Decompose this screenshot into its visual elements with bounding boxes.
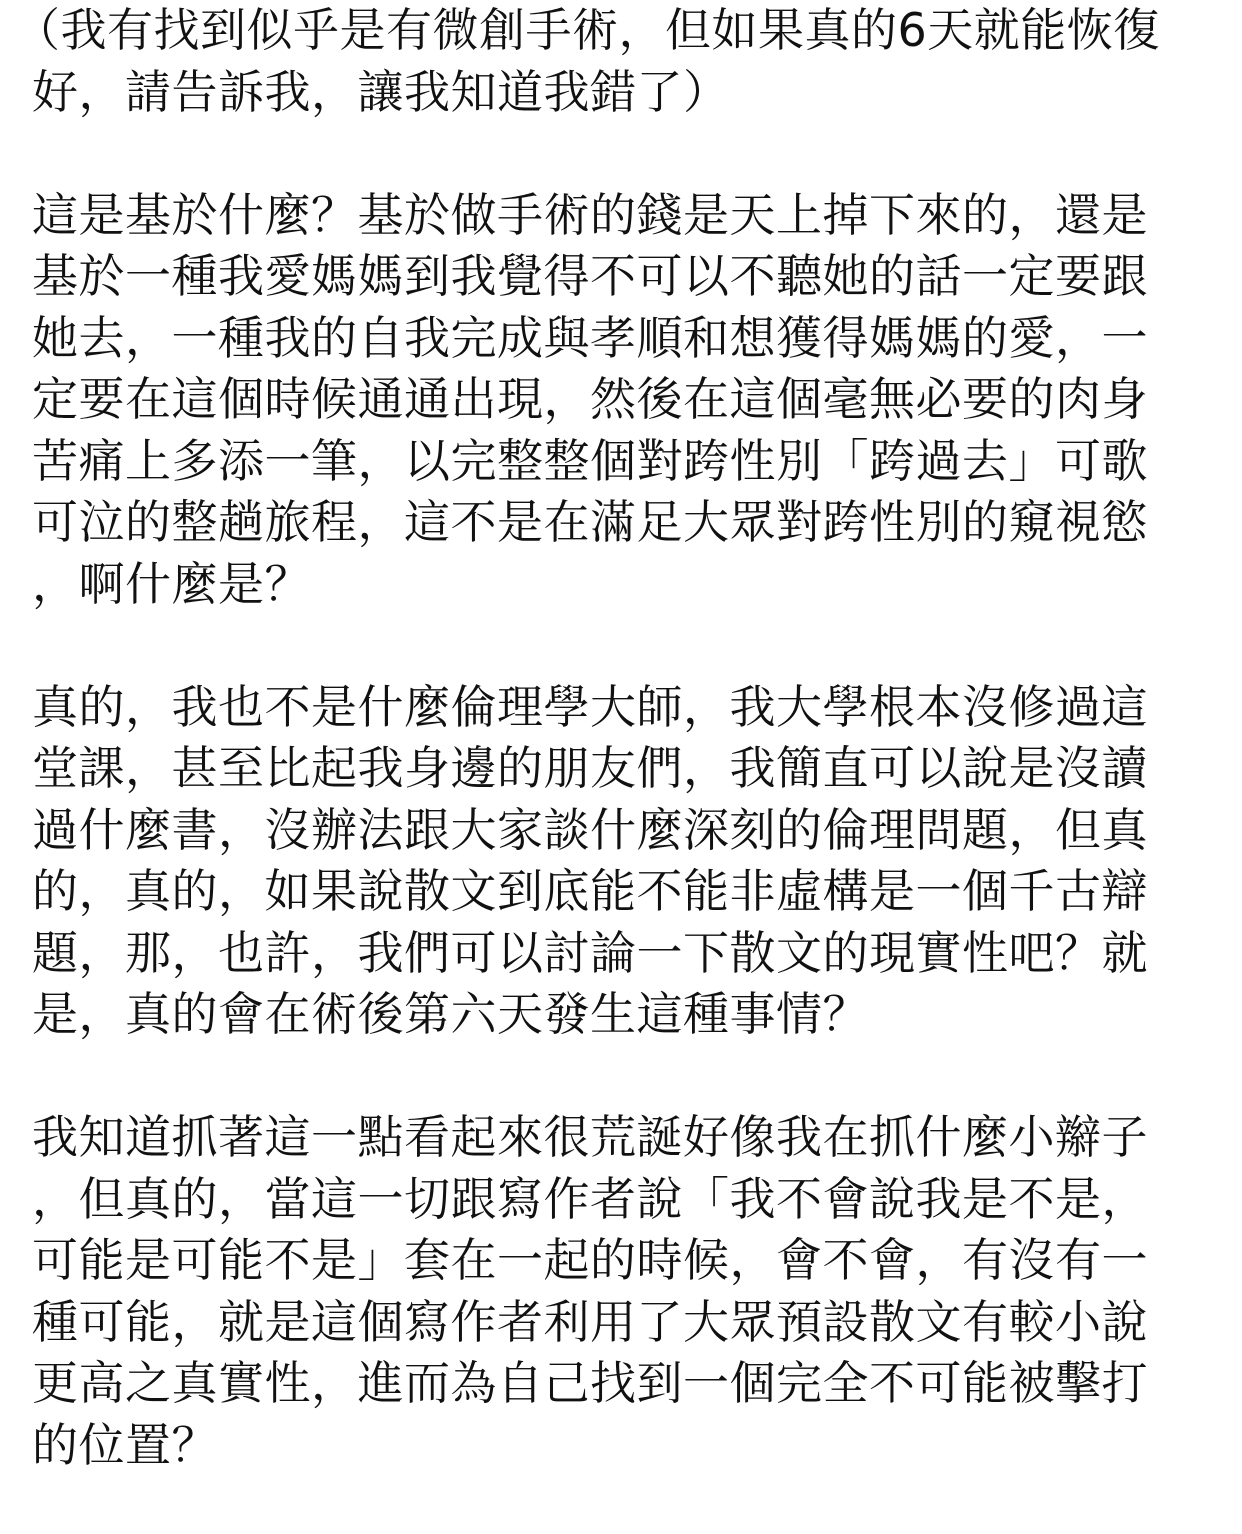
text-line: 真的，我也不是什麼倫理學大師，我大學根本沒修過這 <box>32 679 1148 734</box>
paragraph-2 <box>32 185 1237 616</box>
text-line: （我有找到似乎是有微創手術，但如果真的6天就能恢復 <box>14 3 1160 57</box>
text-line: ，啊什麼是？ <box>32 556 311 611</box>
text-line: 好，請告訴我，讓我知道我錯了） <box>32 64 730 119</box>
text-line: 堂課，甚至比起我身邊的朋友們，我簡直可以說是沒讀 <box>32 741 1148 795</box>
paragraph-gap <box>32 615 1237 677</box>
text-line: 可能是可能不是」套在一起的時候，會不會，有沒有一 <box>32 1233 1148 1287</box>
text-line: 苦痛上多添一筆，以完整整個對跨性別「跨過去」可歌 <box>32 433 1148 488</box>
text-line: 她去，一種我的自我完成與孝順和想獲得媽媽的愛，一 <box>32 310 1148 365</box>
text-line: 過什麼書，沒辦法跟大家談什麼深刻的倫理問題，但真 <box>32 802 1148 857</box>
paragraph-gap <box>32 123 1237 185</box>
paragraph-gap <box>32 1046 1237 1108</box>
document-body <box>14 0 1237 1476</box>
paragraph-3 <box>32 677 1237 1046</box>
text-line: 可泣的整趟旅程，這不是在滿足大眾對跨性別的窺視慾 <box>32 495 1148 549</box>
text-line: ，但真的，當這一切跟寫作者說「我不會說我是不是， <box>32 1171 1148 1226</box>
text-line: 的位置？ <box>32 1417 218 1472</box>
text-line: 題，那，也許，我們可以討論一下散文的現實性吧？就 <box>32 925 1148 980</box>
text-line: 我知道抓著這一點看起來很荒誕好像我在抓什麼小辮子 <box>32 1110 1148 1164</box>
text-line: 定要在這個時候通通出現，然後在這個毫無必要的肉身 <box>32 372 1148 426</box>
text-line: 是，真的會在術後第六天發生這種事情？ <box>32 987 869 1041</box>
text-line: 這是基於什麼？基於做手術的錢是天上掉下來的，還是 <box>32 187 1148 242</box>
text-line: 更高之真實性，進而為自己找到一個完全不可能被擊打 <box>32 1356 1148 1410</box>
paragraph-4 <box>32 1107 1237 1476</box>
text-line: 基於一種我愛媽媽到我覺得不可以不聽她的話一定要跟 <box>32 249 1148 303</box>
text-line: 種可能，就是這個寫作者利用了大眾預設散文有較小說 <box>32 1294 1148 1349</box>
paragraph-1 <box>14 0 1237 123</box>
text-line: 的，真的，如果說散文到底能不能非虛構是一個千古辯 <box>32 864 1148 918</box>
